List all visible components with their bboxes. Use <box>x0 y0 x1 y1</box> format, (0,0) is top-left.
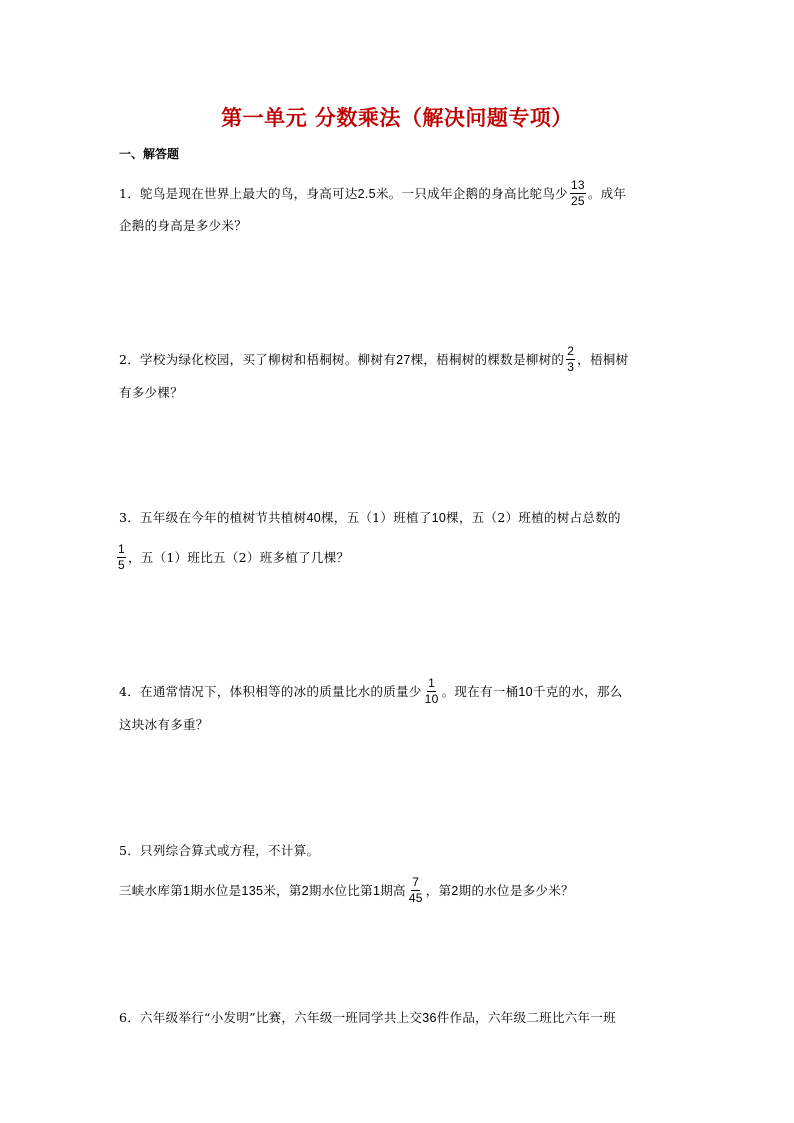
question-2-fraction <box>566 345 575 374</box>
question-2-text-b: 棵，梧桐树的棵数是柳树的 <box>410 352 565 367</box>
question-3-line-2 <box>117 544 349 573</box>
page-title: 第一单元 分数乘法（解决问题专项） <box>221 106 573 130</box>
question-3-text-d: ，五（1）班比五（2）班多植了几棵？ <box>127 550 350 565</box>
question-4-line-2 <box>119 715 209 735</box>
question-6-line-1 <box>119 1008 616 1028</box>
fraction-numerator: 2 <box>567 344 575 358</box>
fraction-numerator: 1 <box>428 676 436 690</box>
question-2-number: 27 <box>396 353 411 367</box>
fraction-denominator: 45 <box>408 891 423 905</box>
question-5-text-b: 期水位是 <box>190 883 242 898</box>
fraction-numerator: 7 <box>412 875 420 889</box>
fraction-denominator: 5 <box>118 558 125 572</box>
question-5-text-a: 三峡水库第 <box>119 883 184 898</box>
fraction-numerator: 1 <box>118 542 125 556</box>
question-1-text-d: 企鹅的身高是多少米？ <box>119 218 248 233</box>
question-3-fraction <box>117 543 126 572</box>
question-1-line-2 <box>119 216 247 236</box>
question-6-text-a: 6．六年级举行“小发明”比赛，六年级一班同学共上交 <box>119 1010 423 1025</box>
question-4-line-1 <box>119 678 623 707</box>
question-4-number: 10 <box>518 685 533 699</box>
question-5-instruction: 5．只列综合算式或方程，不计算。 <box>119 843 320 858</box>
question-2-text-a: 2．学校为绿化校园，买了柳树和梧桐树。柳树有 <box>119 352 397 367</box>
question-1-text-b: 米。一只成年企鹅的身高比鸵鸟少 <box>375 186 568 201</box>
question-1-fraction <box>570 179 586 208</box>
question-5-text-d: 期水位比第 <box>308 883 373 898</box>
question-4-text-d: 这块冰有多重？ <box>119 717 209 732</box>
fraction-denominator: 25 <box>570 194 585 208</box>
question-5-number-2: 135 <box>241 884 264 898</box>
question-5-line-1 <box>119 841 319 861</box>
section-heading: 一、解答题 <box>119 147 180 161</box>
question-5-text-f: ，第 <box>425 883 452 898</box>
question-5-number-4: 1 <box>372 884 381 898</box>
fraction-denominator: 10 <box>424 692 439 706</box>
question-3-text-b: 棵，五（1）班植了 <box>320 510 432 525</box>
question-5-number-3: 2 <box>301 884 309 898</box>
question-4-fraction <box>424 677 440 706</box>
question-1-line-1 <box>119 180 626 209</box>
fraction-denominator: 3 <box>567 360 575 374</box>
question-4-text-c: 千克的水，那么 <box>532 684 623 699</box>
question-5-fraction <box>408 876 424 905</box>
question-5-text-g: 期的水位是多少米？ <box>458 883 574 898</box>
question-6-text-b: 件作品，六年级二班比六年一班 <box>436 1010 616 1025</box>
question-1-text-c: 。成年 <box>587 186 627 201</box>
question-2-text-c: ，梧桐树 <box>577 352 629 367</box>
question-5-text-e: 期高 <box>380 883 406 898</box>
question-2-line-2 <box>119 383 183 403</box>
question-5-line-2 <box>119 877 574 906</box>
question-1-text-a: 1．鸵鸟是现在世界上最大的鸟，身高可达 <box>119 186 358 201</box>
question-3-text-c: 棵，五（2）班植的树占总数的 <box>446 510 621 525</box>
question-3-number-1: 40 <box>306 511 321 525</box>
question-2-text-d: 有多少棵？ <box>119 385 184 400</box>
question-5-text-c: 米，第 <box>263 883 302 898</box>
question-6-number: 36 <box>422 1011 437 1025</box>
question-3-number-2: 10 <box>431 511 447 525</box>
question-5-number-1: 1 <box>183 884 191 898</box>
question-2-line-1 <box>119 346 628 375</box>
question-4-text-a: 4．在通常情况下，体积相等的冰的质量比水的质量少 <box>119 684 422 699</box>
question-4-text-b: 。现在有一桶 <box>441 684 519 699</box>
question-5-number-5: 2 <box>451 884 459 898</box>
question-3-text-a: 3．五年级在今年的植树节共植树 <box>119 510 307 525</box>
fraction-numerator: 13 <box>570 178 585 192</box>
question-1-number: 2.5 <box>357 187 376 201</box>
question-3-line-1 <box>119 508 621 528</box>
